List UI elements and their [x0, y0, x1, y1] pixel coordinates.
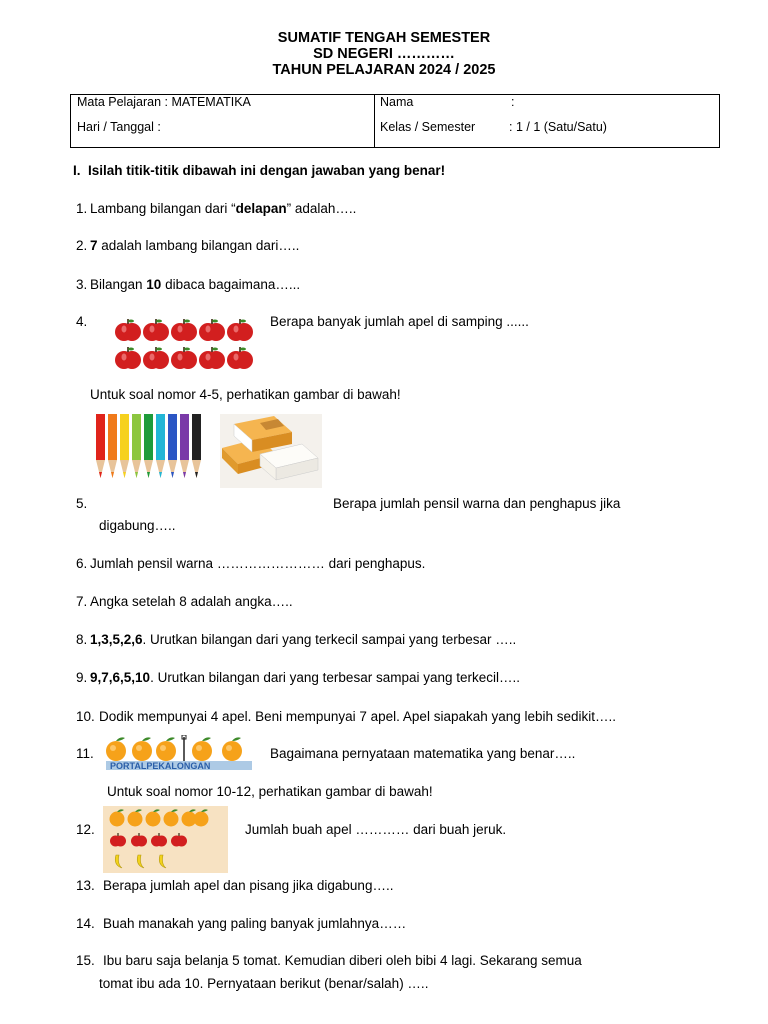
apple-5	[227, 319, 253, 341]
q8-number: 8.	[76, 632, 88, 647]
question-5: Berapa jumlah pensil warna dan penghapus jika	[333, 496, 621, 511]
q13-number: 13.	[76, 878, 95, 893]
question-15-cont: tomat ibu ada 10. Pernyataan berikut (benar/salah) …..	[99, 976, 429, 991]
question-11: Bagaimana pernyataan matematika yang benar…..	[270, 746, 576, 761]
question-5-cont: digabung…..	[99, 518, 176, 533]
apple-6	[115, 347, 141, 369]
pencil-orange	[108, 414, 117, 478]
section-title	[73, 163, 445, 178]
q9-number: 9.	[76, 670, 88, 685]
q3-number: 3.	[76, 277, 88, 292]
pencil-black	[192, 414, 201, 478]
question-14: Buah manakah yang paling banyak jumlahnya……	[103, 916, 407, 931]
q3-bold: 10	[146, 277, 162, 292]
apple-2	[143, 319, 169, 341]
q11-number: 11.	[76, 746, 94, 761]
pencil-lime	[132, 414, 141, 478]
q3-pre: Bilangan	[90, 277, 147, 292]
orange-4	[192, 737, 212, 761]
q5-number: 5.	[76, 496, 88, 511]
erasers-image	[220, 414, 322, 493]
orange-2	[132, 737, 152, 761]
q12-number: 12.	[76, 822, 95, 837]
q3-post: dibaca bagaimana…...	[161, 277, 301, 292]
q9-bold: 9,7,6,5,10	[90, 670, 151, 685]
question-15: Ibu baru saja belanja 5 tomat. Kemudian diberi oleh bibi 4 lagi. Sekarang semua	[103, 953, 582, 968]
q1-number: 1.	[76, 201, 88, 216]
orange-5	[222, 737, 242, 761]
pencil-red	[96, 414, 105, 478]
q1-pre: Lambang bilangan dari “	[90, 201, 236, 216]
apple-10	[227, 347, 253, 369]
q2-number: 2.	[76, 238, 88, 253]
question-13: Berapa jumlah apel dan pisang jika digabung…..	[103, 878, 394, 893]
question-7: Angka setelah 8 adalah angka…..	[90, 594, 293, 609]
q10-number: 10.	[76, 709, 95, 724]
apple-8	[171, 347, 197, 369]
q6-number: 6.	[76, 556, 88, 571]
orange-1	[106, 737, 126, 761]
apples-image	[114, 316, 254, 372]
date-field: Hari / Tanggal :	[77, 120, 161, 134]
pencil-blue	[168, 414, 177, 478]
apple-9	[199, 347, 225, 369]
note-4-5: Untuk soal nomor 4-5, perhatikan gambar di bawah!	[90, 387, 401, 402]
oranges-image	[102, 735, 254, 776]
apple-4	[199, 319, 225, 341]
subject-field: Mata Pelajaran : MATEMATIKA	[77, 95, 251, 109]
name-label: Nama	[380, 95, 414, 109]
info-table	[70, 94, 720, 148]
q9-post: . Urutkan bilangan dari yang terbesar sampai yang terkecil…..	[150, 670, 521, 685]
q1-bold: delapan	[235, 201, 287, 216]
question-1	[90, 201, 356, 216]
header-line1: SUMATIF TENGAH SEMESTER	[277, 30, 491, 46]
pencil-yellow	[120, 414, 129, 478]
question-8	[90, 632, 516, 647]
fruit-box-svg	[103, 806, 228, 873]
q7-number: 7.	[76, 594, 88, 609]
question-9	[90, 670, 520, 685]
q4-number: 4.	[76, 314, 88, 329]
note-10-12: Untuk soal nomor 10-12, perhatikan gambar di bawah!	[107, 784, 433, 799]
question-10: Dodik mempunyai 4 apel. Beni mempunyai 7 apel. Apel siapakah yang lebih sedikit…..	[99, 709, 617, 724]
header-line3: TAHUN PELAJARAN 2024 / 2025	[272, 62, 496, 78]
erasers-svg	[220, 414, 322, 488]
question-12: Jumlah buah apel ………… dari buah jeruk.	[245, 822, 507, 837]
q2-post: adalah lambang bilangan dari…..	[97, 238, 300, 253]
pencil-purple	[180, 414, 189, 478]
pencils-svg	[92, 414, 208, 482]
section-text: Isilah titik-titik dibawah ini dengan jawaban yang benar!	[88, 163, 446, 178]
question-2	[90, 238, 299, 253]
class-label: Kelas / Semester	[380, 120, 476, 134]
q8-post: . Urutkan bilangan dari yang terkecil sampai yang terbesar …..	[142, 632, 517, 647]
q1-post: ” adalah…..	[286, 201, 357, 216]
section-number: I.	[73, 163, 81, 178]
orange-3	[156, 737, 176, 761]
question-3	[90, 277, 300, 292]
apple-1	[115, 319, 141, 341]
question-4: Berapa banyak jumlah apel di samping ......	[270, 314, 529, 329]
q8-bold: 1,3,5,2,6	[90, 632, 143, 647]
pencil-green	[144, 414, 153, 478]
oranges-svg	[102, 735, 254, 771]
header-line2: SD NEGERI …………	[313, 46, 455, 62]
q14-number: 14.	[76, 916, 95, 931]
q2-bold: 7	[90, 238, 98, 253]
pencils-image	[92, 414, 208, 487]
class-value: : 1 / 1 (Satu/Satu)	[509, 120, 607, 134]
q15-number: 15.	[76, 953, 95, 968]
pencil-cyan	[156, 414, 165, 478]
name-colon: :	[511, 95, 515, 109]
apple-grid	[114, 316, 254, 372]
info-divider	[374, 95, 375, 147]
question-6: Jumlah pensil warna …………………… dari penghapus.	[90, 556, 426, 571]
apple-3	[171, 319, 197, 341]
fruit-box-image	[103, 806, 228, 873]
fruit-banner-text: PORTALPEKALONGAN	[110, 761, 211, 771]
apple-7	[143, 347, 169, 369]
